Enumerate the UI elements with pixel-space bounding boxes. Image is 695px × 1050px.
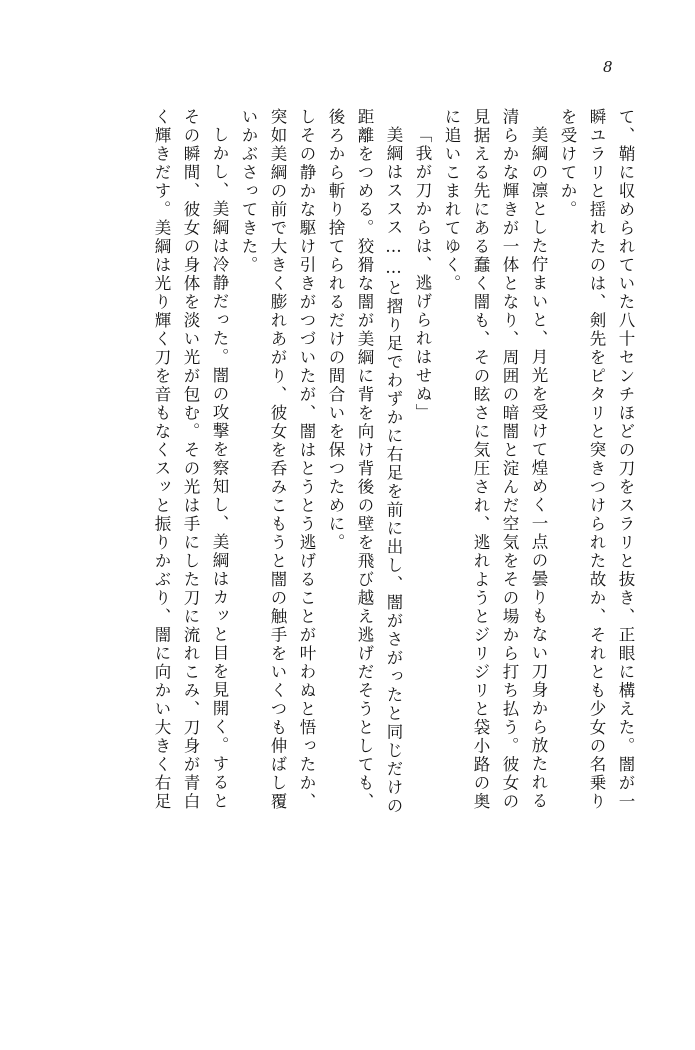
page-number: 8 [602, 58, 613, 76]
text-line: く輝きだす。美綱は光り輝く刀を音もなくスッと振りかぶり、闇に向かい大きく右足 [152, 108, 171, 811]
text-line: 突如美綱の前で大きく膨れあがり、彼女を呑みこもうと闇の触手をいくつも伸ばし覆 [268, 108, 287, 811]
text-line: しかし、美綱は冷静だった。闇の攻撃を察知し、美綱はカッと目を見開く。すると [210, 126, 229, 811]
text-line: 「我が刀からは、逃げられはせぬ」 [413, 126, 432, 422]
text-line: て、鞘に収められていた八十センチほどの刀をスラリと抜き、正眼に構えた。闇が一 [616, 108, 635, 811]
text-line: その瞬間、彼女の身体を淡い光が包む。その光は手にした刀に流れこみ、刀身が青白 [181, 108, 200, 811]
text-line: 後ろから斬り捨てられるだけの間合いを保つために。 [326, 108, 345, 552]
text-line: 美綱はススス……と摺り足でわずかに右足を前に出し、闇がさがったと同じだけの [384, 126, 403, 816]
vertical-text-block [58, 108, 633, 968]
text-line: を受けてか。 [558, 108, 577, 219]
text-line: 見据える先にある蠢く闇も、その眩さに気圧され、逃れようとジリジリと袋小路の奥 [471, 108, 490, 811]
text-line: しその静かな駆け引きがつづいたが、闇はとうとう逃げることが叶わぬと悟ったか、 [297, 108, 316, 811]
text-line: 美綱の凛とした佇まいと、月光を受けて煌めく一点の曇りもない刀身から放たれる [529, 126, 548, 811]
text-line: 距離をつめる。狡猾な闇が美綱に背を向け背後の壁を飛び越え逃げだそうとしても、 [355, 108, 374, 811]
text-line: に追いこまれてゆく。 [442, 108, 461, 293]
text-line: いかぶさってきた。 [239, 108, 258, 275]
text-line: 瞬ユラリと揺れたのは、剣先をピタリと突きつけられた故か、それとも少女の名乗り [587, 108, 606, 811]
text-line: 清らかな輝きが一体となり、周囲の暗闇と淀んだ空気をその場から打ち払う。彼女の [500, 108, 519, 811]
